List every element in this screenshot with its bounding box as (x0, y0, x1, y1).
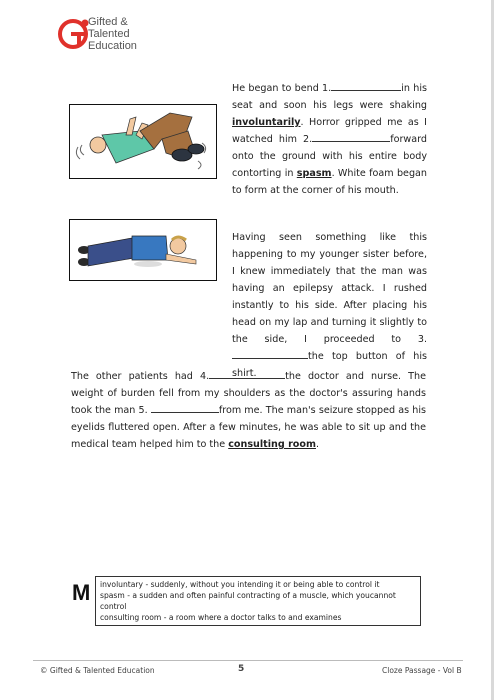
footer-divider (33, 660, 463, 661)
footer-series-title: Cloze Passage - Vol B (382, 666, 462, 675)
p3-text-c: from me. The man's seizure stopped as his eyelids fluttered open. After a few minutes, he was able to sit up and the medical team helped him to the (71, 405, 426, 450)
logo-line-3: Education (88, 40, 137, 52)
p3-text-b: the doctor and nurse. The weight of burden fell from my shoulders as the doctor's assuring hands took the man 5. (71, 371, 426, 416)
p3-text-a: The other patients had 4. (71, 371, 210, 382)
vocab-word-involuntarily: involuntarily (232, 117, 301, 128)
blank-2[interactable] (312, 131, 390, 142)
blank-5[interactable] (151, 402, 219, 413)
passage-paragraph-2 (232, 229, 427, 382)
vocab-entry-involuntary: involuntary - suddenly, without you intending it or being able to control it (100, 580, 380, 589)
vocab-box (95, 576, 421, 626)
footer-copyright: © Gifted & Talented Education (40, 666, 155, 675)
blank-3[interactable] (232, 348, 308, 359)
illustration-man-lying (69, 219, 217, 281)
passage-paragraph-3 (71, 368, 426, 453)
p1-text-e: . White foam began to form at the corner of his mouth. (232, 168, 427, 196)
logo-text (88, 16, 137, 52)
logo-line-2: Talented (88, 28, 130, 40)
blank-1[interactable] (331, 80, 401, 91)
vocab-word-spasm: spasm (296, 168, 332, 179)
vocab-entry-consulting-room: consulting room - a room where a doctor talks to and examines (100, 613, 342, 622)
p1-text-c: . Horror gripped me as I watched him 2. (232, 117, 427, 145)
p3-text-d: . (315, 439, 320, 450)
p1-text-b: in his seat and soon his legs were shaking (232, 83, 427, 111)
vocab-marker-letter: M (72, 580, 91, 605)
illustration-man-falling (69, 104, 217, 179)
p1-text-d: forward onto the ground with his entire body contorting in (232, 134, 427, 179)
vocab-entry-spasm: spasm - a sudden and often painful contracting of a muscle, which youcannot control (100, 591, 396, 611)
p2-text-b: the top button of his shirt. (232, 351, 427, 379)
passage-paragraph-1 (232, 80, 427, 199)
p2-text-a: Having seen something like this happening to my younger sister before, I knew immediately that the man was having an epilepsy attack. I rushed instantly to his side. After placing his head on my lap and turning it slightly to the side, I proceeded to 3. (232, 232, 427, 345)
logo-line-1: Gifted & (88, 16, 128, 28)
vocab-word-consulting-room: consulting room (228, 439, 316, 450)
page-number: 5 (238, 664, 245, 674)
p1-text-a: He began to bend 1. (232, 83, 332, 94)
blank-4[interactable] (209, 368, 285, 379)
